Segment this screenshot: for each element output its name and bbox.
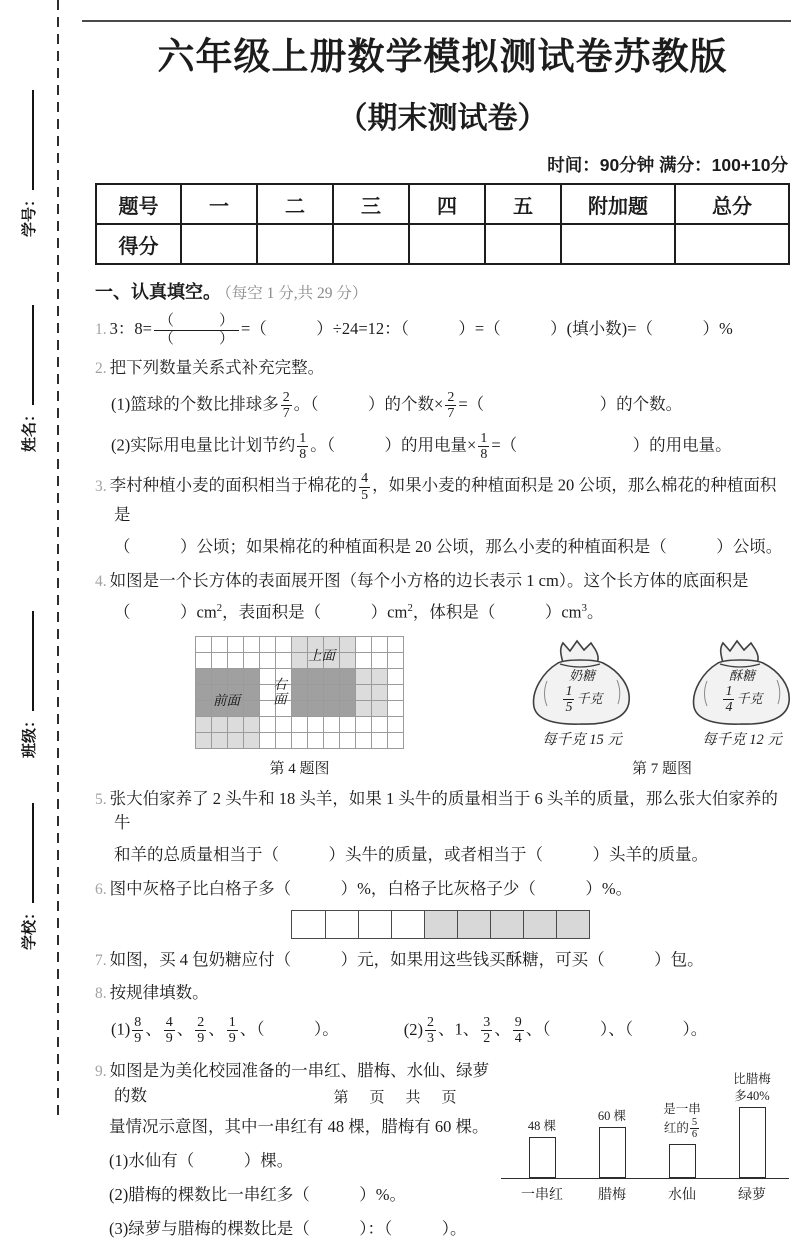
exam-info: 时间：90分钟 满分：100+10分 — [547, 155, 788, 175]
net-grid-cell — [308, 717, 323, 732]
fraction: $\frac{8}{9}$ — [134, 1015, 142, 1047]
school-blank — [21, 803, 34, 903]
section-heading — [95, 278, 790, 304]
strip-cell — [556, 911, 589, 938]
net-grid-cell — [276, 717, 291, 732]
net-grid-cell — [388, 653, 403, 668]
net-grid-cell — [244, 637, 259, 652]
class-blank — [21, 611, 34, 711]
strip-cell — [457, 911, 490, 938]
bar-value-label: 比腊梅 多40% — [733, 1072, 771, 1103]
question-text: （ ）公顷；如果棉花的种植面积是 20 公顷，那么小麦的种植面积是（ ）公顷。 — [114, 536, 783, 556]
net-grid-cell — [276, 637, 291, 652]
category-label: 一串红 — [521, 1187, 563, 1203]
name-blank — [21, 305, 34, 405]
net-grid-cell — [244, 685, 259, 700]
strip-cell — [358, 911, 391, 938]
fraction: $\frac{4}{5}$ — [361, 471, 369, 503]
question-2 — [95, 356, 790, 381]
net-grid-cell — [388, 717, 403, 732]
strip-cell — [424, 911, 457, 938]
net-grid-cell — [244, 717, 259, 732]
net-grid-cell — [196, 701, 211, 716]
question-7 — [95, 948, 790, 973]
net-grid-cell — [372, 653, 387, 668]
question-text: 量情况示意图，其中一串红有 48 棵，腊梅有 60 棵。 — [109, 1117, 489, 1137]
fraction: $\frac{9}{4}$ — [514, 1015, 522, 1047]
net-grid-cell — [228, 717, 243, 732]
bar — [739, 1107, 766, 1178]
name-label: 姓名： — [21, 406, 38, 452]
score-header-cell: 题号 — [96, 184, 181, 224]
category-label: 水仙 — [668, 1187, 696, 1203]
net-grid-cell — [340, 733, 355, 748]
student-number-field — [18, 77, 38, 237]
net-grid-cell — [244, 701, 259, 716]
question-3 — [95, 471, 790, 559]
strip-cell — [391, 911, 424, 938]
question-text: （ ）$cm^2$，表面积是（ ）$cm^2$，体积是（ ）$cm^3$。 — [114, 602, 604, 622]
net-grid-cell — [388, 637, 403, 652]
question-8 — [95, 981, 790, 1006]
question-number: 1. — [95, 320, 107, 338]
seq-label: (1) — [111, 1019, 131, 1039]
seal-dashed-line — [57, 0, 59, 1122]
cuboid-net-grid — [195, 636, 404, 749]
section-note: （每空 1 分,共 29 分） — [224, 285, 368, 302]
question-8-sequences: (1) $\frac{8}{9}$ 、 $\frac{4}{9}$ 、 $\frac{2}{9}$ 、 $\frac{1}{9}$ 、（ ）。 (2) $\frac{2}{3}$ 、1、 $\frac{3}{2}$ 、 $\frac{9}{4}$ 、（ ）、（ ）。 — [111, 1015, 708, 1047]
net-grid-cell — [196, 653, 211, 668]
score-row-label: 得分 — [96, 224, 181, 264]
blank-fraction: $\frac{( )}{( )}$ — [154, 313, 239, 347]
net-grid-cell — [292, 669, 307, 684]
score-cell-empty — [675, 224, 789, 264]
net-grid-cell — [340, 669, 355, 684]
score-table — [95, 183, 790, 265]
question-9-3: (3)绿萝与腊梅的棵数比是（ ）：（ ）。 — [109, 1218, 467, 1238]
net-grid-cell — [276, 733, 291, 748]
bag-price: 每千克 12 元 — [702, 731, 782, 748]
score-cell-empty — [333, 224, 409, 264]
net-grid-cell — [212, 669, 227, 684]
net-grid-cell — [196, 717, 211, 732]
bag-label — [522, 669, 642, 716]
student-number-blank — [21, 90, 34, 190]
question-text: =（ ）÷24=12：（ ）=（ ）(填小数)=（ ）% — [240, 318, 733, 338]
question-number: 2. — [95, 360, 107, 377]
page-title: 六年级上册数学模拟测试卷苏教版 — [157, 36, 728, 77]
net-grid-cell — [196, 637, 211, 652]
fraction: $\frac{5}{6}$ — [691, 1116, 698, 1141]
net-grid-cell — [372, 685, 387, 700]
fraction: $\frac{2}{7}$ — [447, 389, 455, 422]
bar — [599, 1127, 626, 1178]
question-2-2 — [111, 431, 790, 463]
figure-q7 — [522, 636, 793, 778]
score-table-score-row — [96, 224, 789, 264]
bar-column — [651, 1101, 713, 1178]
class-field — [18, 598, 38, 758]
net-grid-cell — [340, 685, 355, 700]
net-grid-cell — [324, 701, 339, 716]
bar-column — [581, 1108, 643, 1178]
candy-bag-milk — [522, 636, 642, 749]
question-number: 4. — [95, 572, 107, 590]
net-grid-cell — [356, 685, 371, 700]
bag-candy-name: 奶糖 — [568, 667, 595, 683]
net-grid-cell — [356, 669, 371, 684]
question-text: (2)实际用电量比计划节约 — [111, 435, 296, 455]
category-label: 绿萝 — [738, 1187, 766, 1203]
net-grid-cell — [308, 685, 323, 700]
score-header-cell: 附加题 — [561, 184, 675, 224]
class-label: 班级： — [21, 712, 38, 758]
score-cell-empty — [257, 224, 333, 264]
net-grid-cell — [228, 653, 243, 668]
strip-cell — [325, 911, 358, 938]
bar-value-label: 60 棵 — [597, 1108, 627, 1123]
net-grid-cell — [260, 653, 275, 668]
question-text: =（ ）的个数。 — [458, 394, 683, 414]
net-grid-cell — [356, 733, 371, 748]
score-header-cell: 总分 — [675, 184, 789, 224]
net-grid-cell — [292, 637, 307, 652]
score-cell-empty — [409, 224, 485, 264]
bar — [529, 1137, 556, 1178]
score-table-header-row — [96, 184, 789, 224]
question-text: (1)篮球的个数比排球多 — [111, 394, 279, 414]
net-label-front: 前面 — [213, 692, 240, 708]
net-label-top: 上面 — [308, 647, 335, 663]
bag-weight-fraction: $\frac{1}{4}$ — [725, 683, 733, 715]
question-text: 。（ ）的用电量× — [310, 435, 477, 455]
net-label-right: 右面 — [271, 676, 286, 706]
question-number: 3. — [95, 477, 107, 495]
net-grid-cell — [324, 669, 339, 684]
fraction: $\frac{1}{8}$ — [480, 430, 488, 462]
seq-label: (2) — [403, 1019, 423, 1039]
question-9-2: (2)腊梅的棵数比一串红多（ ）%。 — [109, 1184, 406, 1204]
question-text: 李村种植小麦的面积相当于棉花的 — [109, 475, 358, 495]
score-header-cell: 四 — [409, 184, 485, 224]
question-number: 5. — [95, 790, 107, 808]
net-grid-cell — [212, 637, 227, 652]
net-grid-cell — [340, 717, 355, 732]
net-grid-cell — [228, 669, 243, 684]
net-grid-cell — [228, 733, 243, 748]
net-grid-cell — [340, 701, 355, 716]
question-9-1: (1)水仙有（ ）棵。 — [109, 1151, 294, 1171]
net-grid-cell — [244, 669, 259, 684]
school-field — [18, 790, 38, 950]
question-text: 、（ ）、（ ）。 — [525, 1019, 708, 1039]
student-number-label: 学号： — [21, 191, 38, 237]
name-field — [18, 292, 38, 452]
question-number: 8. — [95, 985, 107, 1003]
fraction: $\frac{2}{3}$ — [427, 1015, 434, 1047]
net-grid-cell — [228, 637, 243, 652]
question-number: 9. — [95, 1062, 107, 1080]
fraction: $\frac{2}{9}$ — [197, 1015, 205, 1047]
candy-bag-crisp — [682, 636, 793, 749]
net-grid-cell — [196, 669, 211, 684]
score-header-cell: 五 — [485, 184, 561, 224]
net-grid-cell — [260, 733, 275, 748]
net-grid-cell — [292, 701, 307, 716]
net-grid-cell — [292, 733, 307, 748]
question-number: 6. — [95, 880, 107, 898]
net-grid-cell — [244, 733, 259, 748]
strip-cell — [523, 911, 556, 938]
page-footer: 第 页 共 页 — [333, 1090, 460, 1106]
net-grid-cell — [212, 717, 227, 732]
bar-column — [511, 1118, 573, 1178]
net-grid-cell — [292, 685, 307, 700]
question-text: 、1、 — [438, 1019, 480, 1039]
net-grid-cell — [388, 669, 403, 684]
net-grid-cell — [196, 685, 211, 700]
question-6 — [95, 877, 790, 902]
grid-strip-figure — [291, 910, 590, 939]
strip-cell — [490, 911, 523, 938]
fraction: $\frac{1}{9}$ — [228, 1015, 236, 1047]
fraction: $\frac{2}{7}$ — [282, 389, 290, 422]
net-grid-cell — [212, 653, 227, 668]
question-text: 3：8= — [109, 318, 152, 338]
question-text: 按规律填数。 — [109, 983, 209, 1003]
net-grid-cell — [388, 685, 403, 700]
question-text: 如图是为美化校园准备的一串红、腊梅、水仙、绿萝的数 — [109, 1060, 490, 1105]
fraction: $\frac{3}{2}$ — [483, 1015, 491, 1047]
score-header-cell: 一 — [181, 184, 257, 224]
score-header-cell: 二 — [257, 184, 333, 224]
score-cell-empty — [485, 224, 561, 264]
bar-value-label: 48 棵 — [527, 1118, 557, 1133]
net-grid-cell — [340, 637, 355, 652]
net-grid-cell — [260, 637, 275, 652]
question-number: 7. — [95, 951, 107, 969]
question-text: 图中灰格子比白格子多（ ）%，白格子比灰格子少（ ）%。 — [109, 878, 633, 898]
net-grid-cell — [372, 637, 387, 652]
question-4 — [95, 569, 790, 626]
score-header-cell: 三 — [333, 184, 409, 224]
net-grid-cell — [372, 733, 387, 748]
net-grid-cell — [212, 733, 227, 748]
net-grid-cell — [292, 717, 307, 732]
bag-candy-name: 酥糖 — [728, 667, 755, 683]
net-grid-cell — [292, 653, 307, 668]
question-text: 如图是一个长方体的表面展开图（每个小方格的边长表示 1 cm）。这个长方体的底面积是 — [109, 570, 749, 590]
bag-weight-unit: 千克 — [736, 690, 763, 706]
question-text: 、（ ）。 — [239, 1019, 339, 1039]
question-text: 张大伯家养了 2 头牛和 18 头羊，如果 1 头牛的质量相当于 6 头羊的质量，那么张大伯家养的牛 — [109, 788, 778, 833]
question-text: 和羊的总质量相当于（ ）头牛的质量，或者相当于（ ）头羊的质量。 — [114, 845, 708, 865]
score-cell-empty — [561, 224, 675, 264]
question-2-1 — [111, 390, 790, 422]
net-grid-cell — [276, 653, 291, 668]
fraction: $\frac{4}{9}$ — [165, 1015, 173, 1047]
question-text: ，如果小麦的种植面积是 20 公顷，那么棉花的种植面积是 — [114, 475, 777, 525]
paper-body — [95, 0, 790, 1241]
net-grid-cell — [324, 733, 339, 748]
question-1 — [95, 313, 790, 347]
figure-q7-caption: 第 7 题图 — [631, 760, 692, 777]
net-grid-cell — [244, 653, 259, 668]
net-grid-cell — [372, 701, 387, 716]
net-grid-cell — [372, 669, 387, 684]
bar — [669, 1144, 696, 1178]
fraction: $\frac{1}{8}$ — [299, 430, 307, 462]
bag-label — [682, 669, 793, 716]
net-grid-cell — [260, 717, 275, 732]
score-cell-empty — [181, 224, 257, 264]
question-5 — [95, 787, 790, 868]
net-grid-cell — [388, 733, 403, 748]
bag-price: 每千克 15 元 — [542, 731, 622, 748]
figures-row — [195, 636, 790, 778]
figure-q4-caption: 第 4 题图 — [269, 760, 330, 777]
question-text: 如图，买 4 包奶糖应付（ ）元，如果用这些钱买酥糖，可买（ ）包。 — [109, 949, 704, 969]
bag-weight-unit: 千克 — [576, 690, 603, 706]
net-grid-cell — [340, 653, 355, 668]
strip-cell — [292, 911, 325, 938]
net-grid-cell — [356, 637, 371, 652]
net-grid-cell — [324, 685, 339, 700]
page-subtitle: （期末测试卷） — [337, 102, 548, 135]
question-text: =（ ）的用电量。 — [491, 435, 732, 455]
net-grid-cell — [196, 733, 211, 748]
figure-q4 — [195, 636, 404, 778]
net-grid-cell — [308, 669, 323, 684]
net-grid-cell — [388, 701, 403, 716]
question-text: 把下列数量关系式补充完整。 — [109, 358, 325, 377]
bag-weight-fraction: $\frac{1}{5}$ — [565, 683, 573, 715]
category-label: 腊梅 — [598, 1187, 626, 1203]
section-title: 一、认真填空。 — [95, 282, 221, 302]
net-grid-cell — [324, 717, 339, 732]
net-grid-cell — [308, 733, 323, 748]
net-grid-cell — [308, 701, 323, 716]
net-grid-cell — [356, 717, 371, 732]
net-grid-cell — [372, 717, 387, 732]
net-grid-cell — [356, 701, 371, 716]
bar-chart-categories — [501, 1184, 789, 1204]
bar-value-label: 是一串 红的 $\frac{5}{6}$ — [663, 1101, 701, 1141]
school-label: 学校： — [21, 904, 38, 950]
net-grid-cell — [356, 653, 371, 668]
question-text: 。（ ）的个数× — [293, 394, 444, 414]
